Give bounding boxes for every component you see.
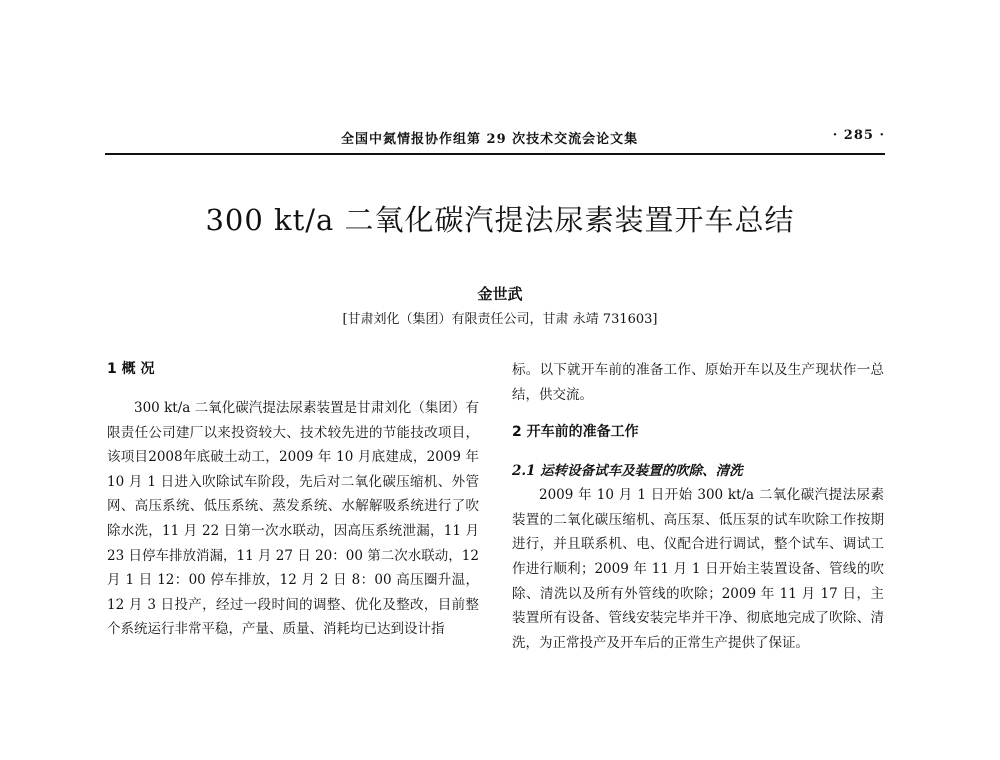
page-number: · 285 · (832, 128, 885, 143)
author-name: 金世武 (477, 285, 523, 303)
commissioning-paragraph: 2009 年 10 月 1 日开始 300 kt/a 二氧化碳汽提法尿素装置的二氧化碳压缩机、高压泵、低压泵的试车吹除工作按期进行，并且联系机、电、仪配合进行调试，整个试车、调试工作进行顺利；2009 年 11 月 1 日开始主装置设备、管线的吹除、清洗以及所有外管线的吹除；2009 年 11 月 17 日，主装置所有设备、管线安装完毕并干净、彻底地完成了吹除、清洗，为正常投产及开车后的正常生产提供了保证。 (512, 487, 884, 651)
section-heading-overview: 1 概 况 (107, 361, 155, 377)
section-heading-preparation: 2 开车前的准备工作 (512, 424, 639, 441)
author-affiliation: [甘肃刘化（集团）有限责任公司，甘肃 永靖 731603] (342, 312, 658, 327)
header-rule (105, 153, 885, 155)
overview-paragraph: 300 kt/a 二氧化碳汽提法尿素装置是甘肃刘化（集团）有限责任公司建厂以来投资较大、技术较先进的节能技改项目，该项目2008年底破土动工，2009 年 10 月底建成，2009 年 10 月 1 日进入吹除试车阶段，先后对二氧化碳压缩机、外管网、高压系统、低压系统、蒸发系统、水解解吸系统进行了吹除水洗，11 月 22 日第一次水联动，因高压系统泄漏，11 月 23 日停车排放消漏，11 月 27 日 20：00 第二次水联动，12 月 1 日 12：00 停车排放，12 月 2 日 8：00 高压圈升温，12 月 3 日投产，经过一段时间的调整、优化及整改，目前整个系统运行非常平稳，产量、质量、消耗均已达到设计指 (107, 400, 479, 638)
left-column (107, 358, 479, 642)
continued-paragraph: 标。以下就开车前的准备工作、原始开车以及生产现状作一总结，供交流。 (512, 362, 884, 403)
paper-title: 300 kt/a 二氧化碳汽提法尿素装置开车总结 (205, 203, 795, 237)
right-column (512, 358, 884, 655)
subsection-heading-commissioning: 2.1 运转设备试车及装置的吹除、清洗 (512, 463, 743, 480)
running-header (105, 128, 885, 152)
proceedings-title: 全国中氮情报协作组第 29 次技术交流会论文集 (341, 132, 639, 147)
